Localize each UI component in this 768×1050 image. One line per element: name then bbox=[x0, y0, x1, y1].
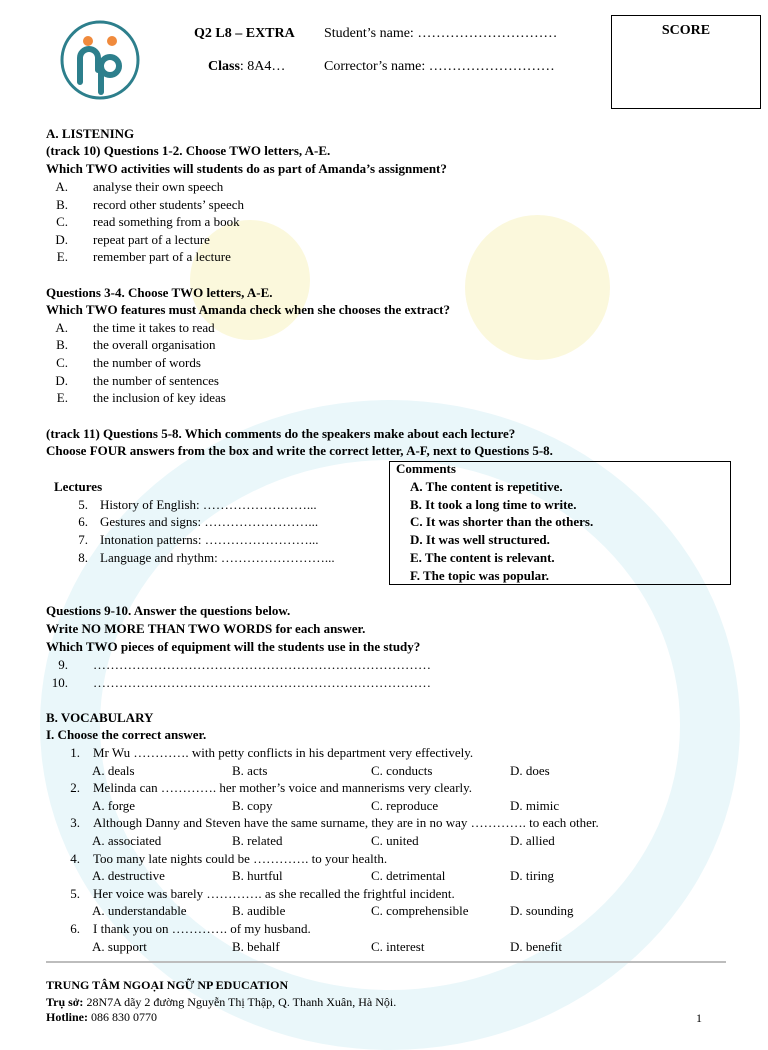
q3-instruction: Questions 3-4. Choose TWO letters, A-E. bbox=[46, 285, 273, 300]
comment-item: A. The content is repetitive. bbox=[410, 479, 563, 494]
score-box bbox=[611, 15, 761, 109]
answer-option: B. copy bbox=[232, 797, 273, 813]
answer-option: D. does bbox=[510, 762, 550, 778]
q1-question: Which TWO activities will students do as part of Amanda’s assignment? bbox=[46, 161, 447, 176]
answer-option: D. allied bbox=[510, 832, 555, 848]
score-label: SCORE bbox=[661, 23, 711, 38]
class-field bbox=[208, 59, 285, 75]
vocabulary-heading: B. VOCABULARY bbox=[46, 710, 154, 725]
comment-item: B. It took a long time to write. bbox=[410, 497, 577, 512]
answer-option: B. acts bbox=[232, 762, 268, 778]
q9-question: Which TWO pieces of equipment will the students use in the study? bbox=[46, 639, 421, 654]
np-logo bbox=[58, 20, 142, 100]
answer-option: D. tiring bbox=[510, 868, 555, 884]
q5-instruction-2: Choose FOUR answers from the box and write the correct letter, A-F, next to Questions 5-8. bbox=[46, 443, 553, 458]
q9-instruction-2: Write NO MORE THAN TWO WORDS for each answer. bbox=[46, 621, 366, 636]
comments-heading: Comments bbox=[396, 461, 456, 476]
answer-option: C. interest bbox=[371, 938, 425, 954]
footer-hotline: Hotline: 086 830 0770 bbox=[46, 1010, 157, 1024]
page-number: 1 bbox=[696, 1011, 702, 1025]
answer-option: A. understandable bbox=[92, 903, 187, 919]
class-label: Class bbox=[208, 59, 240, 74]
footer-divider bbox=[46, 961, 726, 963]
answer-option: B. behalf bbox=[232, 938, 280, 954]
answer-option: D. sounding bbox=[510, 903, 574, 919]
vocabulary-subheading: I. Choose the correct answer. bbox=[46, 727, 207, 742]
answer-option: B. hurtful bbox=[232, 868, 283, 884]
answer-option: C. comprehensible bbox=[371, 903, 469, 919]
answer-option: C. united bbox=[371, 832, 419, 848]
answer-option: A. associated bbox=[92, 832, 162, 848]
answer-option: B. related bbox=[232, 832, 283, 848]
footer-address: Trụ sở: 28N7A dãy 2 đường Nguyễn Thị Thập, Q. Thanh Xuân, Hà Nội. bbox=[46, 995, 397, 1009]
student-name-field: Student’s name: ………………………… bbox=[324, 26, 558, 41]
lectures-heading: Lectures bbox=[54, 479, 103, 494]
answer-option: C. conducts bbox=[371, 762, 433, 778]
answer-option: A. deals bbox=[92, 762, 135, 778]
answer-option: B. audible bbox=[232, 903, 286, 919]
q5-instruction: (track 11) Questions 5-8. Which comments do the speakers make about each lecture? bbox=[46, 426, 516, 441]
comment-item: D. It was well structured. bbox=[410, 532, 550, 547]
answer-option: C. reproduce bbox=[371, 797, 439, 813]
answer-option: D. mimic bbox=[510, 797, 560, 813]
footer-center-name: TRUNG TÂM NGOẠI NGỮ NP EDUCATION bbox=[46, 978, 289, 992]
q1-instruction: (track 10) Questions 1-2. Choose TWO letters, A-E. bbox=[46, 143, 331, 158]
q3-question: Which TWO features must Amanda check when she chooses the extract? bbox=[46, 302, 450, 317]
watermark-circle bbox=[465, 215, 610, 360]
answer-option: A. destructive bbox=[92, 868, 165, 884]
comment-item: F. The topic was popular. bbox=[410, 568, 549, 583]
answer-option: D. benefit bbox=[510, 938, 562, 954]
answer-option: A. forge bbox=[92, 797, 136, 813]
answer-option: C. detrimental bbox=[371, 868, 446, 884]
worksheet-title: Q2 L8 – EXTRA bbox=[194, 26, 295, 41]
q9-instruction: Questions 9-10. Answer the questions below. bbox=[46, 603, 291, 618]
comment-item: E. The content is relevant. bbox=[410, 550, 555, 565]
listening-heading: A. LISTENING bbox=[46, 126, 135, 141]
answer-option: A. support bbox=[92, 938, 147, 954]
corrector-name-field: Corrector’s name: ……………………… bbox=[324, 59, 555, 74]
comment-item: C. It was shorter than the others. bbox=[410, 514, 594, 529]
class-value: : 8A4… bbox=[239, 59, 286, 74]
